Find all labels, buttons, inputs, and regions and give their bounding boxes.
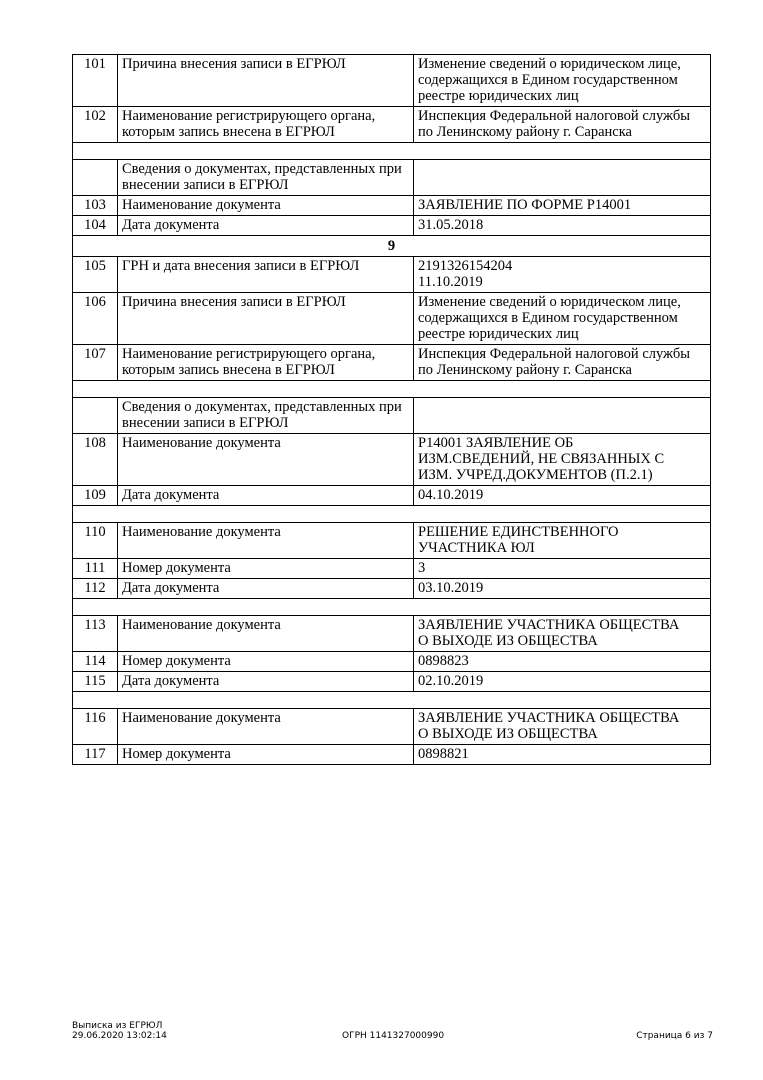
field-label: Дата документа [118, 579, 414, 599]
footer-ogrn: ОГРН 1141327000990 [342, 1031, 445, 1041]
field-label: Наименование документа [118, 709, 414, 745]
field-value: 04.10.2019 [414, 486, 711, 506]
spacer-cell [73, 506, 711, 523]
spacer-cell [73, 692, 711, 709]
section-number: 9 [73, 236, 711, 257]
field-label: Наименование документа [118, 196, 414, 216]
table-row [73, 652, 711, 672]
row-number: 106 [73, 293, 118, 345]
egrul-extract-table [72, 54, 711, 765]
row-number: 104 [73, 216, 118, 236]
field-label: Номер документа [118, 652, 414, 672]
table-row [73, 616, 711, 652]
table-row [73, 709, 711, 745]
table-row [73, 160, 711, 196]
field-value: 0898823 [414, 652, 711, 672]
row-number: 116 [73, 709, 118, 745]
spacer-cell [73, 143, 711, 160]
field-label: Дата документа [118, 486, 414, 506]
table-row [73, 579, 711, 599]
table-row [73, 345, 711, 381]
section-header-row [73, 236, 711, 257]
field-value [414, 398, 711, 434]
table-row [73, 293, 711, 345]
field-label: Наименование документа [118, 434, 414, 486]
row-number: 113 [73, 616, 118, 652]
field-value: Инспекция Федеральной налоговой службы по Ленинскому району г. Саранска [414, 345, 711, 381]
table-row [73, 434, 711, 486]
field-label: Наименование регистрирующего органа, которым запись внесена в ЕГРЮЛ [118, 345, 414, 381]
field-label: Дата документа [118, 216, 414, 236]
row-number: 102 [73, 107, 118, 143]
field-value: ЗАЯВЛЕНИЕ УЧАСТНИКА ОБЩЕСТВА О ВЫХОДЕ ИЗ ОБЩЕСТВА [414, 709, 711, 745]
field-value: 2191326154204 11.10.2019 [414, 257, 711, 293]
spacer-row [73, 381, 711, 398]
row-number: 114 [73, 652, 118, 672]
row-number: 115 [73, 672, 118, 692]
row-number: 105 [73, 257, 118, 293]
field-label: Сведения о документах, представленных при внесении записи в ЕГРЮЛ [118, 160, 414, 196]
field-value: 3 [414, 559, 711, 579]
row-number: 117 [73, 745, 118, 765]
field-value: РЕШЕНИЕ ЕДИНСТВЕННОГО УЧАСТНИКА ЮЛ [414, 523, 711, 559]
row-number: 107 [73, 345, 118, 381]
field-value: Изменение сведений о юридическом лице, содержащихся в Едином государственном реестре юридических лиц [414, 293, 711, 345]
row-number: 109 [73, 486, 118, 506]
field-value: Р14001 ЗАЯВЛЕНИЕ ОБ ИЗМ.СВЕДЕНИЙ, НЕ СВЯЗАННЫХ С ИЗМ. УЧРЕД.ДОКУМЕНТОВ (П.2.1) [414, 434, 711, 486]
table-row [73, 257, 711, 293]
row-number: 110 [73, 523, 118, 559]
field-label: Причина внесения записи в ЕГРЮЛ [118, 55, 414, 107]
row-number [73, 398, 118, 434]
field-value: 0898821 [414, 745, 711, 765]
field-value: 03.10.2019 [414, 579, 711, 599]
field-label: Сведения о документах, представленных при внесении записи в ЕГРЮЛ [118, 398, 414, 434]
field-value: Изменение сведений о юридическом лице, содержащихся в Едином государственном реестре юридических лиц [414, 55, 711, 107]
spacer-cell [73, 381, 711, 398]
row-number: 111 [73, 559, 118, 579]
field-label: Наименование регистрирующего органа, которым запись внесена в ЕГРЮЛ [118, 107, 414, 143]
field-label: ГРН и дата внесения записи в ЕГРЮЛ [118, 257, 414, 293]
field-value: 02.10.2019 [414, 672, 711, 692]
table-row [73, 196, 711, 216]
row-number: 108 [73, 434, 118, 486]
field-label: Номер документа [118, 745, 414, 765]
footer-page-number: Страница 6 из 7 [636, 1031, 713, 1041]
table-row [73, 107, 711, 143]
row-number: 112 [73, 579, 118, 599]
field-value: ЗАЯВЛЕНИЕ ПО ФОРМЕ Р14001 [414, 196, 711, 216]
table-row [73, 523, 711, 559]
footer-extract-info: Выписка из ЕГРЮЛ 29.06.2020 13:02:14 [72, 1021, 167, 1041]
field-value [414, 160, 711, 196]
field-value: 31.05.2018 [414, 216, 711, 236]
spacer-row [73, 692, 711, 709]
table-row [73, 216, 711, 236]
spacer-cell [73, 599, 711, 616]
table-row [73, 398, 711, 434]
table-body [73, 55, 711, 765]
field-label: Дата документа [118, 672, 414, 692]
field-label: Причина внесения записи в ЕГРЮЛ [118, 293, 414, 345]
row-number: 101 [73, 55, 118, 107]
spacer-row [73, 599, 711, 616]
table-row [73, 745, 711, 765]
field-label: Наименование документа [118, 616, 414, 652]
row-number [73, 160, 118, 196]
field-label: Номер документа [118, 559, 414, 579]
table-row [73, 55, 711, 107]
field-value: ЗАЯВЛЕНИЕ УЧАСТНИКА ОБЩЕСТВА О ВЫХОДЕ ИЗ ОБЩЕСТВА [414, 616, 711, 652]
spacer-row [73, 506, 711, 523]
spacer-row [73, 143, 711, 160]
table-row [73, 486, 711, 506]
table-row [73, 672, 711, 692]
row-number: 103 [73, 196, 118, 216]
field-value: Инспекция Федеральной налоговой службы по Ленинскому району г. Саранска [414, 107, 711, 143]
field-label: Наименование документа [118, 523, 414, 559]
table-row [73, 559, 711, 579]
